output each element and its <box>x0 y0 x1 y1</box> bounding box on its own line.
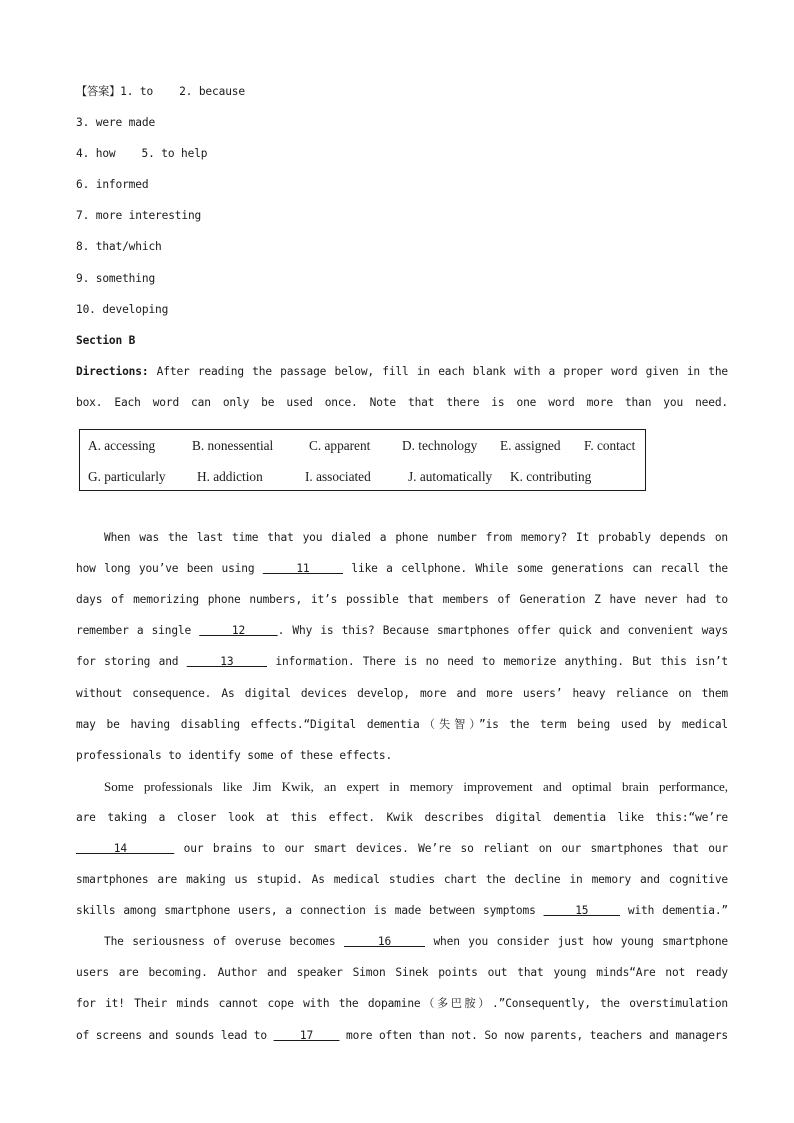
blank-15: 15 <box>543 904 620 918</box>
answer-3: 3. were made <box>76 116 156 130</box>
blank-13: 13 <box>186 655 267 669</box>
passage-line <box>76 555 728 586</box>
passage-line: without consequence. As digital devices develop, more and more users’ heavy reliance on them <box>76 686 728 700</box>
passage-line <box>76 928 728 959</box>
directions-line-2: box. Each word can only be used once. Note that there is one word more than you need. <box>76 395 728 409</box>
passage-text: skills among smartphone users, a connection is made between symptoms <box>76 904 544 918</box>
answer-1: 1. to <box>120 85 154 98</box>
passage-line: for it! Their minds cannot cope with the dopamine（多巴胺）.”Consequently, the overstimulation <box>76 997 728 1011</box>
answer-line-1 <box>76 78 728 109</box>
word-option-j: J. automatically <box>408 469 493 484</box>
directions-text-1: After reading the passage below, fill in each blank with a proper word given in the <box>148 364 728 378</box>
word-option-i: I. associated <box>305 469 371 484</box>
passage-text: with dementia.” <box>619 904 728 918</box>
passage-text: how long you’ve been using <box>76 562 263 576</box>
answer-label: 【答案】 <box>76 85 121 98</box>
passage-line: are taking a closer look at this effect. Kwik describes digital dementia like this:“we’re <box>76 810 728 824</box>
answer-2: 2. because <box>179 85 245 98</box>
answer-9: 9. something <box>76 271 156 285</box>
blank-14: 14 <box>76 841 175 855</box>
answer-5: 5. to help <box>141 147 208 161</box>
blank-16: 16 <box>343 935 425 949</box>
passage-text: The seriousness of overuse becomes <box>104 935 344 949</box>
answer-10: 10. developing <box>76 302 169 316</box>
word-option-g: G. particularly <box>88 469 166 484</box>
answer-line-4 <box>76 140 728 171</box>
word-option-k: K. contributing <box>510 469 592 484</box>
answer-6: 6. informed <box>76 178 149 192</box>
word-option-d: D. technology <box>402 438 478 453</box>
passage-line: professionals to identify some of these effects. <box>76 748 393 762</box>
passage-line <box>76 897 728 928</box>
passage-line: may be having disabling effects.“Digital dementia（失智）”is the term being used by medical <box>76 717 728 731</box>
answer-4: 4. how <box>76 147 116 161</box>
passage-text: information. There is no need to memorize anything. But this isn’t <box>267 655 728 669</box>
answer-7: 7. more interesting <box>76 209 202 223</box>
passage-line: Some professionals like Jim Kwik, an expert in memory improvement and optimal brain performance, <box>104 778 728 794</box>
passage-text: remember a single <box>76 624 200 638</box>
blank-12: 12 <box>199 624 278 638</box>
word-option-e: E. assigned <box>500 438 561 453</box>
passage-line <box>76 617 728 648</box>
word-option-h: H. addiction <box>197 469 263 484</box>
blank-11: 11 <box>262 562 344 576</box>
word-option-f: F. contact <box>584 438 636 453</box>
passage-line: days of memorizing phone numbers, it’s possible that members of Generation Z have never had to <box>76 593 728 607</box>
section-heading: Section B <box>76 333 136 347</box>
word-option-a: A. accessing <box>88 438 156 453</box>
directions-line-1 <box>76 358 728 389</box>
passage-line <box>76 835 728 866</box>
word-bank-box <box>79 429 646 491</box>
blank-17: 17 <box>273 1028 340 1042</box>
document-page <box>76 78 728 1053</box>
word-option-c: C. apparent <box>309 438 371 453</box>
passage-line: smartphones are making us stupid. As medical studies chart the decline in memory and cognitive <box>76 873 728 887</box>
passage-line <box>76 1022 728 1053</box>
passage-line <box>76 648 728 679</box>
passage-line: When was the last time that you dialed a phone number from memory? It probably depends on <box>104 531 728 545</box>
word-option-b: B. nonessential <box>192 438 274 453</box>
passage-text: . Why is this? Because smartphones offer quick and convenient ways <box>277 624 729 638</box>
passage-text: more often than not. So now parents, teachers and managers <box>339 1028 729 1042</box>
passage-text: like a cellphone. While some generations can recall the <box>343 562 728 576</box>
passage-text: of screens and sounds lead to <box>76 1028 274 1042</box>
directions-label: Directions: <box>76 364 149 378</box>
passage-text: our brains to our smart devices. We’re so reliant on our smartphones that our <box>174 841 728 855</box>
answer-8: 8. that/which <box>76 240 162 254</box>
passage-text: when you consider just how young smartphone <box>424 935 729 949</box>
passage-line: users are becoming. Author and speaker Simon Sinek points out that young minds“Are not ready <box>76 966 728 980</box>
passage-text: for storing and <box>76 655 187 669</box>
